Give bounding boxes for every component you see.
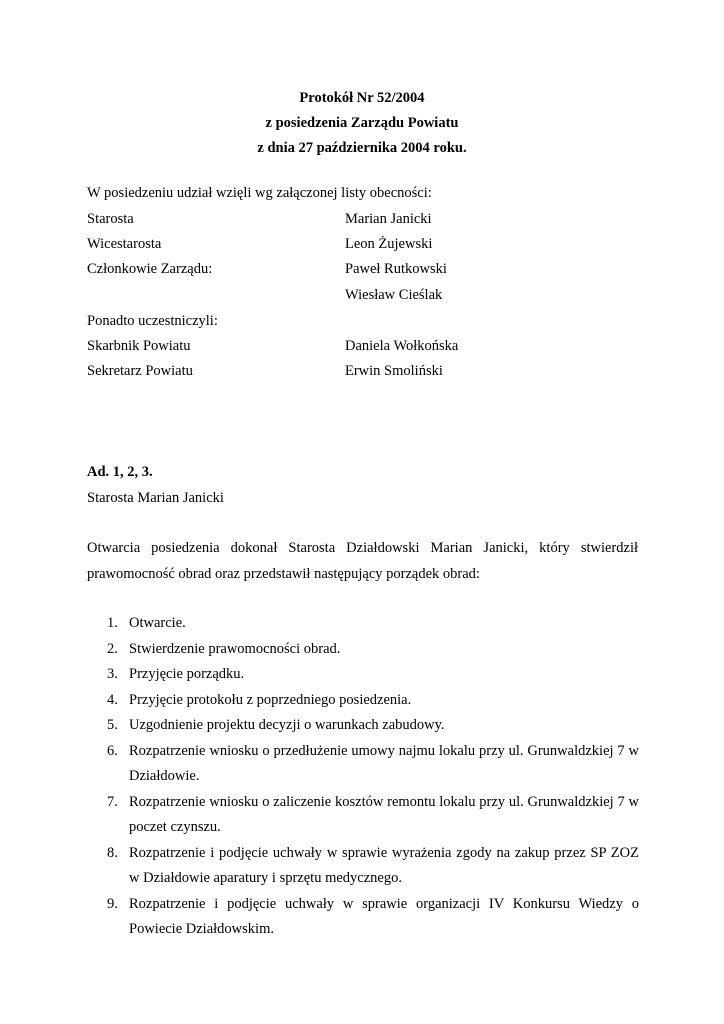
attendance-role: Wicestarosta	[87, 236, 162, 252]
attendance-name: Marian Janicki	[345, 211, 432, 227]
agenda-text: Rozpatrzenie i podjęcie uchwały w sprawie wyrażenia zgody na zakup przez SP ZOZ w Działdowie aparatury i sprzętu medycznego.	[129, 844, 639, 886]
document-title	[0, 86, 724, 161]
section-heading: Ad. 1, 2, 3.	[87, 464, 153, 480]
agenda-list	[87, 611, 639, 943]
list-item	[87, 637, 639, 663]
attendance-name: Wiesław Cieślak	[345, 287, 443, 303]
agenda-number: 1.	[107, 615, 118, 631]
agenda-text: Stwierdzenie prawomocności obrad.	[129, 640, 341, 657]
list-item	[87, 790, 639, 841]
agenda-number: 7.	[107, 793, 118, 810]
section-speaker: Starosta Marian Janicki	[87, 490, 224, 506]
agenda-text: Rozpatrzenie wniosku o zaliczenie kosztów remontu lokalu przy ul. Grunwaldzkiej 7 w poczet czynszu.	[129, 793, 639, 835]
attendance-role: Starosta	[87, 211, 134, 227]
agenda-number: 8.	[107, 844, 118, 861]
opening-paragraph: Otwarcia posiedzenia dokonał Starosta Działdowski Marian Janicki, który stwierdził prawomocność obrad oraz przedstawił następujący porządek obrad:	[87, 540, 638, 582]
agenda-text: Otwarcie.	[129, 615, 186, 631]
agenda-number: 5.	[107, 717, 118, 733]
list-item	[87, 688, 639, 714]
agenda-number: 9.	[107, 895, 118, 912]
agenda-text: Rozpatrzenie i podjęcie uchwały w sprawie organizacji IV Konkursu Wiedzy o Powiecie Działdowskim.	[129, 895, 639, 937]
attendance-role: Skarbnik Powiatu	[87, 338, 191, 354]
attendance-name: Daniela Wołkońska	[345, 338, 459, 354]
also-attending-intro: Ponadto uczestniczyli:	[87, 313, 218, 329]
agenda-text: Uzgodnienie projektu decyzji o warunkach zabudowy.	[129, 717, 445, 733]
agenda-number: 6.	[107, 742, 118, 759]
title-protocol-number: Protokół Nr 52/2004	[299, 90, 425, 106]
list-item	[87, 662, 639, 688]
attendance-role: Sekretarz Powiatu	[87, 363, 193, 379]
agenda-number: 3.	[107, 666, 118, 682]
agenda-number: 2.	[107, 640, 118, 657]
agenda-number: 4.	[107, 691, 118, 708]
list-item	[87, 739, 639, 790]
attendance-name: Erwin Smoliński	[345, 363, 443, 379]
title-meeting: z posiedzenia Zarządu Powiatu	[265, 115, 459, 131]
list-item	[87, 713, 639, 739]
attendance-name: Leon Żujewski	[345, 236, 433, 252]
list-item	[87, 892, 639, 943]
attendance-role: Członkowie Zarządu:	[87, 261, 213, 277]
attendance-intro: W posiedzeniu udział wzięli wg załączonej listy obecności:	[87, 185, 432, 201]
list-item	[87, 841, 639, 892]
agenda-text: Rozpatrzenie wniosku o przedłużenie umowy najmu lokalu przy ul. Grunwaldzkiej 7 w Działdowie.	[129, 742, 639, 784]
attendance-name: Paweł Rutkowski	[345, 261, 447, 277]
title-date: z dnia 27 października 2004 roku.	[257, 140, 467, 156]
agenda-text: Przyjęcie porządku.	[129, 666, 245, 682]
agenda-text: Przyjęcie protokołu z poprzedniego posiedzenia.	[129, 691, 412, 708]
list-item	[87, 611, 639, 637]
